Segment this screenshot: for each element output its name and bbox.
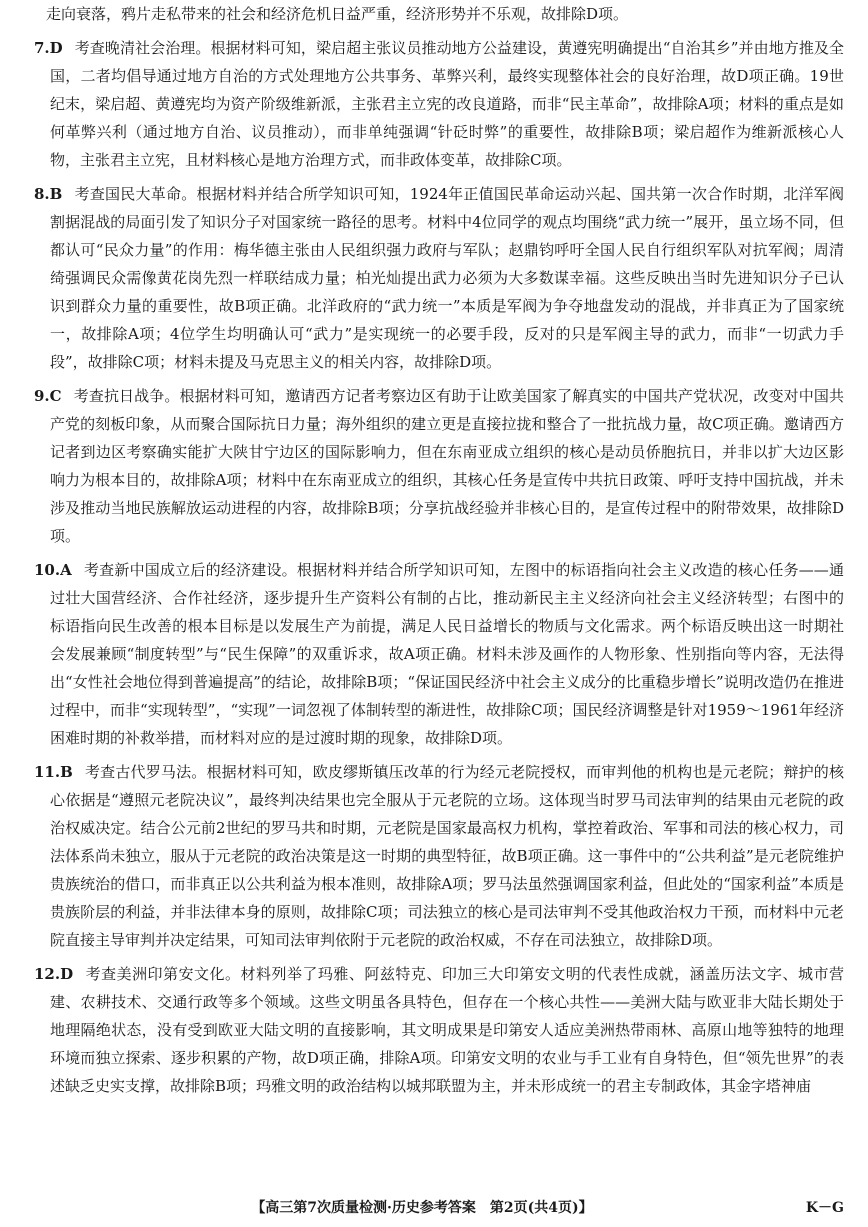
answer-item-7 <box>34 34 844 174</box>
item-answer: D <box>49 39 63 57</box>
item-number: 9. <box>34 387 50 405</box>
continued-paragraph: 走向衰落，鸦片走私带来的社会和经济危机日益严重，经济形势并不乐观，故排除D项。 <box>46 5 629 23</box>
item-number: 11. <box>34 763 61 781</box>
item-explanation: 考查新中国成立后的经济建设。根据材料并结合所学知识可知，左图中的标语指向社会主义改造的核心任务——通过壮大国营经济、合作社经济，逐步提升生产资料公有制的占比，推动新民主主义经济向社会主义经济转型；右图中的标语指向民生改善的根本目标是以发展生产为前提，满足人民日益增长的物质与文化需求。两个标语反映出这一时期社会发展兼顾“制度转型”与“民生保障”的双重诉求，故A项正确。材料未涉及画作的人物形象、性别指向等内容，无法得出“女性社会地位得到普遍提高”的结论，故排除B项；“保证国民经济中社会主义成分的比重稳步增长”说明改造仍在推进过程中，而非“实现转型”，“实现”一词忽视了体制转型的渐进性，故排除C项；国民经济调整是针对1959～1961年经济困难时期的补救举措，而材料对应的是过渡时期的现象，故排除D项。 <box>50 561 844 747</box>
item-number: 10. <box>34 561 61 579</box>
footer-title: 【高三第7次质量检测·历史参考答案 第2页(共4页)】 <box>251 1200 593 1216</box>
answer-item-12 <box>34 960 844 1100</box>
item-number: 12. <box>34 965 61 983</box>
item-explanation: 考查美洲印第安文化。材料列举了玛雅、阿兹特克、印加三大印第安文明的代表性成就，涵盖历法文字、城市营建、农耕技术、交通行政等多个领域。这些文明虽各具特色，但存在一个核心共性——美洲大陆与欧亚非大陆长期处于地理隔绝状态，没有受到欧亚大陆文明的直接影响，其文明成果是印第安人适应美洲热带雨林、高原山地等独特的地理环境而独立探索、逐步积累的产物，故D项正确，排除A项。印第安文明的农业与手工业有自身特色，但“领先世界”的表述缺乏史实支撑，故排除B项；玛雅文明的政治结构以城邦联盟为主，并未形成统一的君主专制政体，其金字塔神庙 <box>50 965 844 1095</box>
item-answer: B <box>60 763 73 781</box>
item-answer: C <box>49 387 62 405</box>
item-number: 7. <box>34 39 50 57</box>
item-number: 8. <box>34 185 50 203</box>
answer-item-11 <box>34 758 844 954</box>
item-explanation: 考查国民大革命。根据材料并结合所学知识可知，1924年正值国民革命运动兴起、国共第一次合作时期，北洋军阀割据混战的局面引发了知识分子对国家统一路径的思考。材料中4位同学的观点均围绕“武力统一”展开，虽立场不同，但都认可“民众力量”的作用：梅华德主张由人民组织强力政府与军队；赵鼎钧呼吁全国人民自行组织军队对抗军阀；周清绮强调民众需像黄花岗先烈一样联结成力量；柏光灿提出武力必须为大多数谋幸福。这些反映出当时先进知识分子已认识到群众力量的重要性，故B项正确。北洋政府的“武力统一”本质是军阀为争夺地盘发动的混战，并非真正为了国家统一，故排除A项；4位学生均明确认可“武力”是实现统一的必要手段，反对的只是军阀主导的武力，而非“一切武力手段”，故排除C项；材料未提及马克思主义的相关内容，故排除D项。 <box>50 185 844 371</box>
answer-item-10 <box>34 556 844 752</box>
answer-content <box>34 0 844 1100</box>
page-footer <box>0 1196 844 1220</box>
footer-code: K－G <box>805 1200 844 1216</box>
item-answer: B <box>49 185 63 203</box>
item-explanation: 考查古代罗马法。根据材料可知，欧皮缪斯镇压改革的行为经元老院授权，而审判他的机构也是元老院；辩护的核心依据是“遵照元老院决议”，最终判决结果也完全服从于元老院的立场。这体现当时罗马司法审判的结果由元老院的政治权威决定。结合公元前2世纪的罗马共和时期，元老院是国家最高权力机构，掌控着政治、军事和司法的核心权力，司法体系尚未独立，服从于元老院的政治决策是这一时期的典型特征，故B项正确。这一事件中的“公共利益”是元老院维护贵族统治的借口，而非真正以公共利益为根本准则，故排除A项；罗马法虽然强调国家利益，但此处的“国家利益”本质是贵族阶层的利益，并非法律本身的原则，故排除C项；司法独立的核心是司法审判不受其他政治权力干预，而材料中元老院直接主导审判并决定结果，可知司法审判依附于元老院的政治权威，不存在司法独立，故排除D项。 <box>50 763 844 949</box>
item-answer: A <box>60 561 72 579</box>
answer-item-9 <box>34 382 844 550</box>
item-explanation: 考查晚清社会治理。根据材料可知，梁启超主张议员推动地方公益建设，黄遵宪明确提出“自治其乡”并由地方推及全国，二者均倡导通过地方自治的方式处理地方公共事务、革弊兴利，最终实现整体社会的良好治理，故D项正确。19世纪末，梁启超、黄遵宪均为资产阶级维新派，主张君主立宪的改良道路，而非“民主革命”，故排除A项；材料的重点是如何革弊兴利（通过地方自治、议员推动），而非单纯强调“针砭时弊”的重要性，故排除B项；梁启超作为维新派核心人物，主张君主立宪，且材料核心是地方治理方式，而非政体变革，故排除C项。 <box>50 39 844 169</box>
item-explanation: 考查抗日战争。根据材料可知，邀请西方记者考察边区有助于让欧美国家了解真实的中国共产党状况，改变对中国共产党的刻板印象，从而聚合国际抗日力量；海外组织的建立更是直接拉拢和整合了一批抗战力量，故C项正确。邀请西方记者到边区考察确实能扩大陕甘宁边区的国际影响力，但在东南亚成立组织的核心是动员侨胞抗日，并非以扩大边区影响力为根本目的，故排除A项；材料中在东南亚成立的组织，其核心任务是宣传中共抗日政策、呼吁支持中国抗战，并未涉及推动当地民族解放运动进程的内容，故排除B项；分享抗战经验并非核心目的，是宣传过程中的附带效果，故排除D项。 <box>50 387 844 545</box>
item-answer: D <box>60 965 74 983</box>
answer-item-8 <box>34 180 844 376</box>
